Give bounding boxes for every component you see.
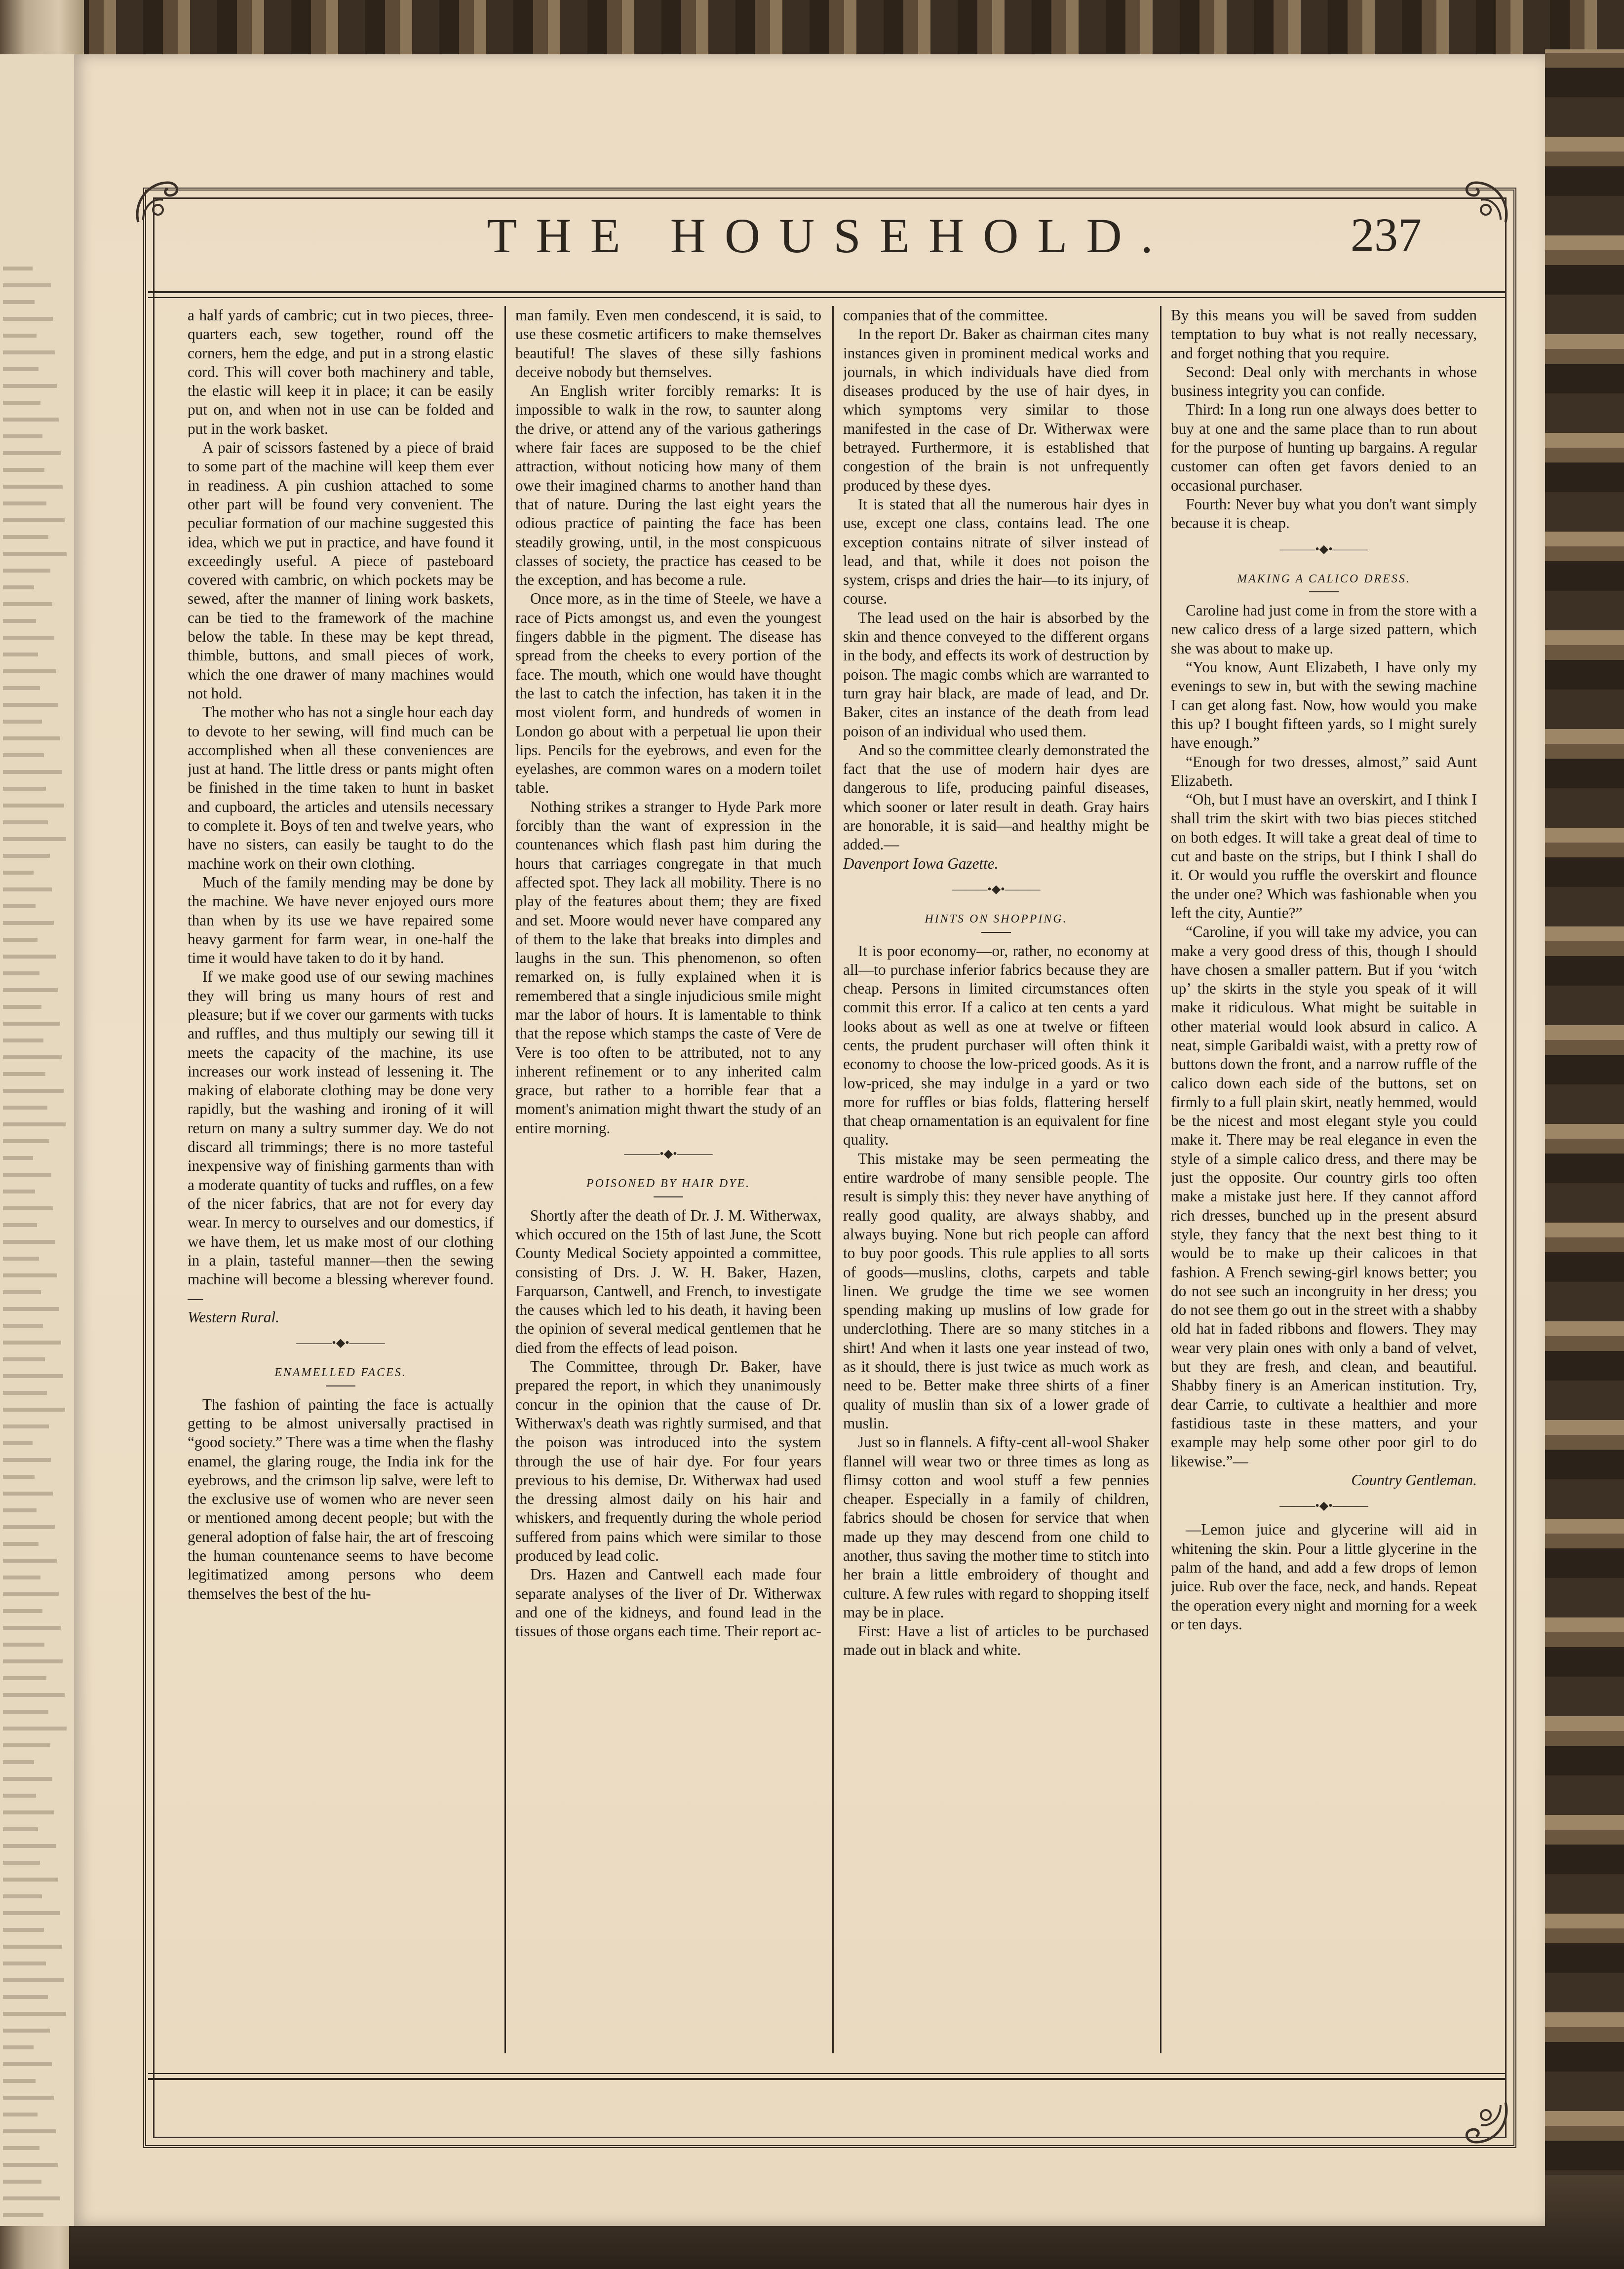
previous-page-text-line — [3, 552, 67, 556]
article-paragraph: In the report Dr. Baker as chairman cites many instances given in prominent medical works and journals, in which individuals have died from diseases produced by the use of hair dyes, in which symptoms very similar to those manifested in the case of Dr. Witherwax were betrayed. Furthermore, it is established that congestion of the brain is not unfrequently produced by these dyes. — [843, 325, 1149, 494]
article-paragraph: Fourth: Never buy what you don't want simply because it is cheap. — [1171, 495, 1477, 532]
header-rule — [148, 291, 1506, 298]
previous-page-text-line — [3, 1122, 66, 1126]
previous-page-text-line — [3, 2163, 58, 2167]
previous-page-text-line — [3, 971, 39, 975]
masthead-title: THE HOUSEHOLD. — [487, 208, 1172, 263]
previous-page-text-line — [3, 1391, 47, 1395]
column-1 — [188, 306, 494, 2053]
previous-page-text-line — [3, 2196, 60, 2200]
section-heading: MAKING A CALICO DRESS. — [1237, 572, 1411, 585]
previous-page-text-line — [3, 1374, 63, 1378]
heading-underline — [654, 1196, 683, 1197]
previous-page-text-line — [3, 535, 48, 539]
column-3 — [843, 306, 1149, 2053]
previous-page-text-line — [3, 1743, 50, 1747]
article-paragraph: First: Have a list of articles to be purchased made out in black and white. — [843, 1622, 1149, 1659]
previous-page-text-line — [3, 1038, 43, 1042]
previous-page-text-line — [3, 2146, 39, 2150]
previous-page-text-line — [3, 636, 54, 640]
previous-page-text-line — [3, 1710, 48, 1714]
previous-page-text-line — [3, 988, 58, 992]
column-divider — [1160, 306, 1161, 2053]
article-paragraph: Shortly after the death of Dr. J. M. Witherwax, which occured on the 15th of last June, the Scott County Medical Society appointed a committee, consisting of Drs. J. W. H. Baker, Hazen, Farquarson, Cantwell, and French, to investigate the causes which led to his death, it having been the opinion of several medical gentlemen that he died from the effects of lead poison. — [515, 1206, 821, 1356]
previous-page-text-line — [3, 955, 56, 959]
previous-page-text-line — [3, 887, 52, 891]
previous-page-text-line — [3, 2012, 66, 2016]
previous-page-text-line — [3, 1089, 64, 1093]
section-ornament: ———•◆•——— — [296, 1337, 385, 1350]
article-paragraph: Caroline had just come in from the store with a new calico dress of a large sized pattern, which she was about to make up. — [1171, 602, 1477, 657]
text-columns — [188, 306, 1477, 2053]
previous-page-text-line — [3, 1643, 44, 1647]
previous-page-text-line — [3, 787, 46, 791]
article-paragraph: “Enough for two dresses, almost,” said Aunt Elizabeth. — [1171, 753, 1477, 789]
previous-page-text-line — [3, 485, 63, 489]
previous-page-text-line — [3, 1508, 37, 1512]
previous-page-text-line — [3, 1928, 44, 1932]
previous-page-text-line — [3, 2096, 54, 2100]
section-ornament: ———•◆•——— — [624, 1148, 713, 1161]
page-number: 237 — [1351, 208, 1422, 261]
previous-page-text-line — [3, 1357, 45, 1361]
column-divider — [504, 306, 506, 2053]
article-paragraph: man family. Even men condescend, it is said, to use these cosmetic artificers to make themselves beautiful! The slaves of these silly fashions deceive nobody but themselves. — [515, 307, 821, 381]
previous-page-text-line — [3, 451, 61, 455]
previous-page-text-line — [3, 2079, 36, 2083]
previous-page-text-line — [3, 1592, 59, 1596]
previous-page-text-line — [3, 1139, 49, 1143]
article-paragraph: An English writer forcibly remarks: It is impossible to walk in the row, to saunter along the drive, or attend any of the various gatherings where fair faces are supposed to be the chief attraction, without noticing how many of them owe their imagined charms to another hand than that of nature. During the last eight years the odious practice of painting the face has been steadily growing, until, in the most conspicuous classes of society, the practice has ceased to be the exception, and has become a rule. — [515, 382, 821, 589]
article-paragraph: This mistake may be seen permeating the entire wardrobe of many sensible people. The result is simply this: they never have anything of really good quality, are always shabby, and always buying. None but rich people can afford to buy poor goods. This rule applies to all sorts of goods—muslins, cloths, carpets and table linen. We grudge the time we see women spending making up muslins of low grade for underclothing. There are so many stitches in a shirt! And when it lasts one year instead of two, as it should, there is just twice as much work as need to be. Better make three shirts of a finer quality of muslin than six of a lower grade of muslin. — [843, 1150, 1149, 1432]
previous-page-text-line — [3, 736, 60, 740]
previous-page-text-line — [3, 317, 53, 321]
previous-page-text-line — [3, 1257, 39, 1261]
article-paragraph: The fashion of painting the face is actually getting to be almost universally practised in “good society.” There was a time when the flashy enamel, the glaring rouge, the India ink for the eyebrows, and the crimson lip salve, were left to the exclusive use of women who are never seen or mentioned among decent people; but with the general adoption of false hair, the art of frescoing the human countenance seems to have become legitimatized among persons who deem themselves the best of the hu- — [188, 1395, 494, 1602]
section-heading: ENAMELLED FACES. — [274, 1366, 407, 1380]
article-paragraph: The Committee, through Dr. Baker, have prepared the report, in which they unanimously concur in the opinion that the cause of Dr. Witherwax's death was rightly surmised, and that the poison was introduced into the system through the use of hair dye. For four years previous to his demise, Dr. Witherwax had used the dressing almost daily on his hair and whiskers, and frequently during the whole period suffered from pains which were similar to those produced by lead colic. — [515, 1358, 821, 1564]
previous-page-text-line — [3, 1810, 54, 1814]
previous-page-text-line — [3, 1190, 35, 1193]
previous-page-text-line — [3, 1676, 46, 1680]
previous-page-text-line — [3, 2113, 38, 2116]
previous-page-text-line — [3, 1206, 53, 1210]
book-right-edge — [1545, 49, 1624, 2269]
heading-underline — [326, 1385, 355, 1386]
previous-page-text-line — [3, 904, 36, 908]
previous-page-text-line — [3, 350, 55, 354]
previous-page-text-line — [3, 1005, 41, 1009]
previous-page-text-line — [3, 1273, 57, 1277]
previous-page-text-line — [3, 501, 46, 505]
previous-page-text-line — [3, 1894, 42, 1898]
previous-page-text-line — [3, 1978, 64, 1982]
article-source-credit: Western Rural. — [188, 1308, 279, 1326]
previous-page-text-line — [3, 1777, 52, 1781]
footer-rule — [148, 2073, 1506, 2080]
previous-page-text-line — [3, 1542, 39, 1546]
previous-page-text-line — [3, 1861, 40, 1865]
previous-page-text-line — [3, 602, 52, 606]
previous-page-text-line — [3, 770, 62, 774]
previous-page-text-line — [3, 854, 50, 858]
article-paragraph: The lead used on the hair is absorbed by the skin and thence conveyed to the different organs in the body, and effects its work of destruction by poison. The magic combs which are warranted to turn gray hair black, are made of lead, and Dr. Baker, cites an instance of the death from lead poison of an individual who used them. — [843, 609, 1149, 740]
previous-page-text-line — [3, 418, 59, 422]
previous-page-text-line — [3, 1156, 33, 1160]
section-ornament: ———•◆•——— — [1279, 542, 1368, 556]
previous-page-text-line — [3, 1072, 45, 1076]
article-paragraph: The mother who has not a single hour each day to devote to her sewing, will find much can be accomplished when all these conveniences are just at hand. The little dress or pants might often be finished in the time taken to hunt in basket and cupboard, the articles and utensils necessary to complete it. Boys of ten and twelve years, who have no sisters, can easily be taught to do the machine work on their own clothing. — [188, 703, 494, 872]
previous-page-text-line — [3, 1995, 48, 1999]
previous-page-text-line — [3, 1458, 51, 1462]
previous-page-text-line — [3, 518, 65, 522]
article-paragraph: —Lemon juice and glycerine will aid in whitening the skin. Pour a little glycerine in the palm of the hand, and add a few drops of lemon juice. Rub over the face, neck, and hands. Repeat the operation every night and morning for a week or ten days. — [1171, 1521, 1477, 1633]
article-paragraph: companies that of the committee. — [843, 307, 1048, 324]
previous-page-text-line — [3, 367, 39, 371]
previous-page-text-line — [3, 401, 40, 405]
column-2 — [515, 306, 821, 2053]
previous-page-text-line — [3, 1492, 53, 1496]
previous-page-text-line — [3, 1223, 37, 1227]
previous-page-text-line — [3, 1827, 38, 1831]
previous-page-text-line — [3, 686, 40, 690]
article-paragraph: Just so in flannels. A fifty-cent all-wool Shaker flannel will wear two or three times as long as flimsy cotton and wool stuff a few pennies cheaper. Especially in a family of children, fabrics should be chosen for service that when made up they may descend from one child to another, thus saving the mother time to stitch into her brain a little embroidery of thought and culture. A few rules with regard to shopping itself may be in place. — [843, 1433, 1149, 1621]
previous-page-text-line — [3, 1559, 57, 1563]
previous-page-text-line — [3, 2062, 52, 2066]
article-source-credit: Davenport Iowa Gazette. — [843, 854, 999, 872]
article-paragraph: “Oh, but I must have an overskirt, and I think I shall trim the skirt with two bias pieces stitched on both edges. It will take a great deal of time to cut and baste on the strips, but I think I shall do it. Or would you ruffle the overskirt and flounce the under one? Which was fashionable when you left the city, Auntie?” — [1171, 791, 1477, 922]
previous-page-text-line — [3, 1441, 33, 1445]
article-paragraph: Once more, as in the time of Steele, we have a race of Picts amongst us, and even the youngest fingers dabble in the pigment. The disease has spread from the cheeks to every portion of the face. The mouth, which one would have thought the last to catch the infection, has taken it in the most violent form, and hundreds of women in London go about with a perpetual lie upon their lips. Pencils for the eyebrows, and even for the eyelashes, are common wares on a modern toilet table. — [515, 590, 821, 797]
previous-page-text-line — [3, 2180, 41, 2184]
previous-page-text-line — [3, 1760, 34, 1764]
previous-page-text-line — [3, 1240, 55, 1244]
previous-page-text-line — [3, 283, 51, 287]
article-paragraph: Drs. Hazen and Cantwell each made four separate analyses of the liver of Dr. Witherwax and one of the kidneys, and found lead in the tissues of those organs each time. Their report ac- — [515, 1566, 821, 1640]
previous-page-edge — [0, 54, 76, 2226]
section-heading: HINTS ON SHOPPING. — [925, 913, 1068, 926]
heading-underline — [981, 932, 1011, 933]
previous-page-text-line — [3, 334, 37, 338]
article-paragraph: It is poor economy—or, rather, no economy at all—to purchase inferior fabrics because they are cheap. Persons in limited circumstances often commit this error. If a calico at ten cents a yard looks about as well as one at twelve or fifteen cents, the prudent purchaser will often think it economy to choose the low-priced goods. As it is low-priced, she may indulge in a yard or two more for ruffles or bias folds, flattering herself that cheap ornamentation is an equivalent for fine quality. — [843, 942, 1149, 1149]
article-paragraph: Much of the family mending may be done by the machine. We have never enjoyed ours more than when by its use we have repaired some heavy garment for farm wear, in one-half the time it would have taken to do it by hand. — [188, 873, 494, 967]
article-paragraph: “You know, Aunt Elizabeth, I have only my evenings to sew in, but with the sewing machine I can get along fast. Now, how would you make this up? I bought fifteen yards, so I might surely have enough.” — [1171, 658, 1477, 752]
previous-page-text-line — [3, 619, 36, 623]
previous-page-text-line — [3, 1307, 59, 1311]
page-header — [148, 197, 1510, 286]
column-divider — [832, 306, 834, 2053]
previous-page-text-line — [3, 1576, 40, 1579]
previous-page-text-line — [3, 1525, 55, 1529]
previous-page-text-line — [3, 2029, 50, 2033]
previous-page-text-line — [3, 871, 34, 875]
previous-page-text-line — [3, 820, 48, 824]
section-ornament: ———•◆•——— — [1279, 1500, 1368, 1513]
previous-page-text-line — [3, 1609, 42, 1613]
article-paragraph: By this means you will be saved from sudden temptation to buy what is not really necessary, and forget nothing that you require. — [1171, 307, 1477, 362]
article-paragraph: A pair of scissors fastened by a piece of braid to some part of the machine will keep them ever in readiness. A pin cushion attached to some other part will be found very convenient. The peculiar formation of our machine suggested this idea, which we put in practice, and have found it exceedingly useful. A piece of pasteboard covered with cambric, on which pockets may be sewed, after the manner of lining work baskets, can be tied to the framework of the machine below the table. In these may be kept thread, thimble, buttons, and small pieces of work, which the one drawer of many machines would not hold. — [188, 439, 494, 702]
previous-page-text-line — [3, 1659, 63, 1663]
previous-page-text-line — [3, 1341, 61, 1345]
section-ornament: ———•◆•——— — [952, 883, 1041, 896]
previous-page-text-line — [3, 468, 44, 472]
previous-page-text-line — [3, 434, 42, 438]
previous-page-text-line — [3, 1106, 47, 1110]
previous-page-text-line — [3, 267, 33, 270]
previous-page-text-line — [3, 669, 56, 673]
previous-page-text-line — [3, 1961, 46, 1965]
scanned-page — [74, 54, 1545, 2226]
article-paragraph: Third: In a long run one always does better to buy at one and the same place than to run about for the purpose of hunting up bargains. A regular customer can often get favors denied to an occasional purchaser. — [1171, 401, 1477, 494]
article-source-credit: Country Gentleman. — [1351, 1471, 1477, 1489]
article-paragraph: a half yards of cambric; cut in two pieces, three-quarters each, sew together, round off the corners, hem the edge, and put in a strong elastic cord. This will cover both machinery and table, the elastic will keep it in place; it can be easily put on, and when not in use can be folded and put in the work basket. — [188, 307, 494, 437]
previous-page-text-line — [3, 2213, 43, 2217]
article-paragraph: “Caroline, if you will take my advice, you can make a very good dress of this, though I should have chosen a smaller pattern. But if you ‘witch up’ the skirts in the style you speak of it will make it ridiculous. What might be suitable in other material would look absurd in calico. A neat, simple Garibaldi waist, with a pretty row of buttons down the front, and a narrow ruffle of the calico down each side of the buttons, set on firmly to a full plain skirt, neatly hemmed, would be the nicest and most elegant style you could make it. There may be real elegance in even the style of a simple calico dress, and there may be just the opposite. Our country girls too often make a mistake just here. If they cannot afford rich dresses, bunched up in the present absurd style, they fancy that the next best thing to it would be to make up their calicoes in that fashion. A French sewing-girl knows better; you do not see such an incongruity in her dress; you do not see them go out in the street with a shabby old hat in faded ribbons and flowers. They may wear very plain ones with only a band of velvet, but they are fresh, and clean, and beautiful. Shabby finery is an American institution. Try, dear Carrie, to cultivate a healthier and more fastidious taste in these matters, and your example may help some other poor girl to do likewise.”— — [1171, 923, 1477, 1470]
previous-page-text-line — [3, 569, 50, 573]
previous-page-text-line — [3, 1626, 61, 1630]
previous-page-text-line — [3, 384, 57, 388]
previous-page-text-line — [3, 1911, 60, 1915]
previous-page-text-line — [3, 1844, 56, 1848]
previous-page-text-line — [3, 1693, 65, 1697]
previous-page-text-line — [3, 720, 42, 724]
previous-page-text-line — [3, 2129, 56, 2133]
previous-page-text-line — [3, 1408, 65, 1412]
article-paragraph: And so the committee clearly demonstrated the fact that the use of modern hair dyes are dangerous to life, producing painful diseases, which sooner or later result in death. Gray hairs are honorable, it is said—and healthy might be added.— — [843, 741, 1149, 853]
previous-page-text-line — [3, 1475, 35, 1479]
previous-page-text-line — [3, 300, 35, 304]
previous-page-text-line — [3, 804, 64, 808]
article-paragraph: If we make good use of our sewing machines they will bring us many hours of rest and pleasure; but if we cover our garments with tucks and ruffles, and thus multiply our sewing till it meets the capacity of the machine, its use increases our work instead of lessening it. The making of elaborate clothing may be done very rapidly, but the washing and ironing of it will return on many a sultry summer day. We do not discard all trimmings; there is no more tasteful inexpensive way of finishing garments than with a moderate quantity of tucks and ruffles, on a few of the nicer fabrics, that are not for every day wear. In mercy to ourselves and our domestics, if we have them, let us make most of our clothing in a plain, tasteful manner—then the sewing machine will become a blessing wherever found.— — [188, 968, 494, 1307]
previous-page-text-line — [3, 703, 58, 707]
previous-page-text-line — [3, 1022, 60, 1026]
corner-flourish-bottom-right-icon — [1456, 2093, 1515, 2152]
article-paragraph: Nothing strikes a stranger to Hyde Park more forcibly than the want of expression in the countenances which flash past him during the hours that carriages congregate in that much affected spot. They lack all mobility. There is no play of the features about them; they are fixed and set. Moore would never have compared any of them to the lake that breaks into dimples and laughs in the sun. This phenomenon, so often remarked on, is fully explained when it is remembered that a single injudicious smile might mar the labor of hours. It is lamentable to think that the repose which stamps the caste of Vere de Vere is too often to be attributed, not to any inherent refinement or to any inherited calm grace, but rather to a horrible fear that a moment's animation might thwart the study of an entire morning. — [515, 798, 821, 1137]
previous-page-text-line — [3, 1794, 36, 1798]
heading-underline — [1309, 591, 1339, 592]
previous-page-text-line — [3, 938, 38, 942]
previous-page-text-line — [3, 1290, 41, 1294]
previous-page-text-line — [3, 1945, 62, 1949]
previous-page-text-line — [3, 585, 34, 589]
previous-page-text-line — [3, 1055, 62, 1059]
previous-page-text-line — [3, 653, 38, 656]
previous-page-text-line — [3, 2045, 34, 2049]
article-paragraph: It is stated that all the numerous hair dyes in use, except one class, contains lead. The one exception contains nitrate of silver instead of lead, and that, while it does not poison the system, crisps and dries the hair—to its injury, of course. — [843, 495, 1149, 608]
previous-page-text-line — [3, 753, 44, 757]
column-4 — [1171, 306, 1477, 2053]
previous-page-text-line — [3, 1878, 58, 1882]
previous-page-text-line — [3, 1424, 49, 1428]
previous-page-text-line — [3, 1324, 43, 1328]
previous-page-text-line — [3, 837, 66, 841]
previous-page-text-line — [3, 921, 54, 925]
previous-page-text-line — [3, 1173, 51, 1177]
previous-page-text-line — [3, 1727, 67, 1731]
section-heading: POISONED BY HAIR DYE. — [586, 1177, 751, 1191]
article-paragraph: Second: Deal only with merchants in whose business integrity you can confide. — [1171, 363, 1477, 400]
